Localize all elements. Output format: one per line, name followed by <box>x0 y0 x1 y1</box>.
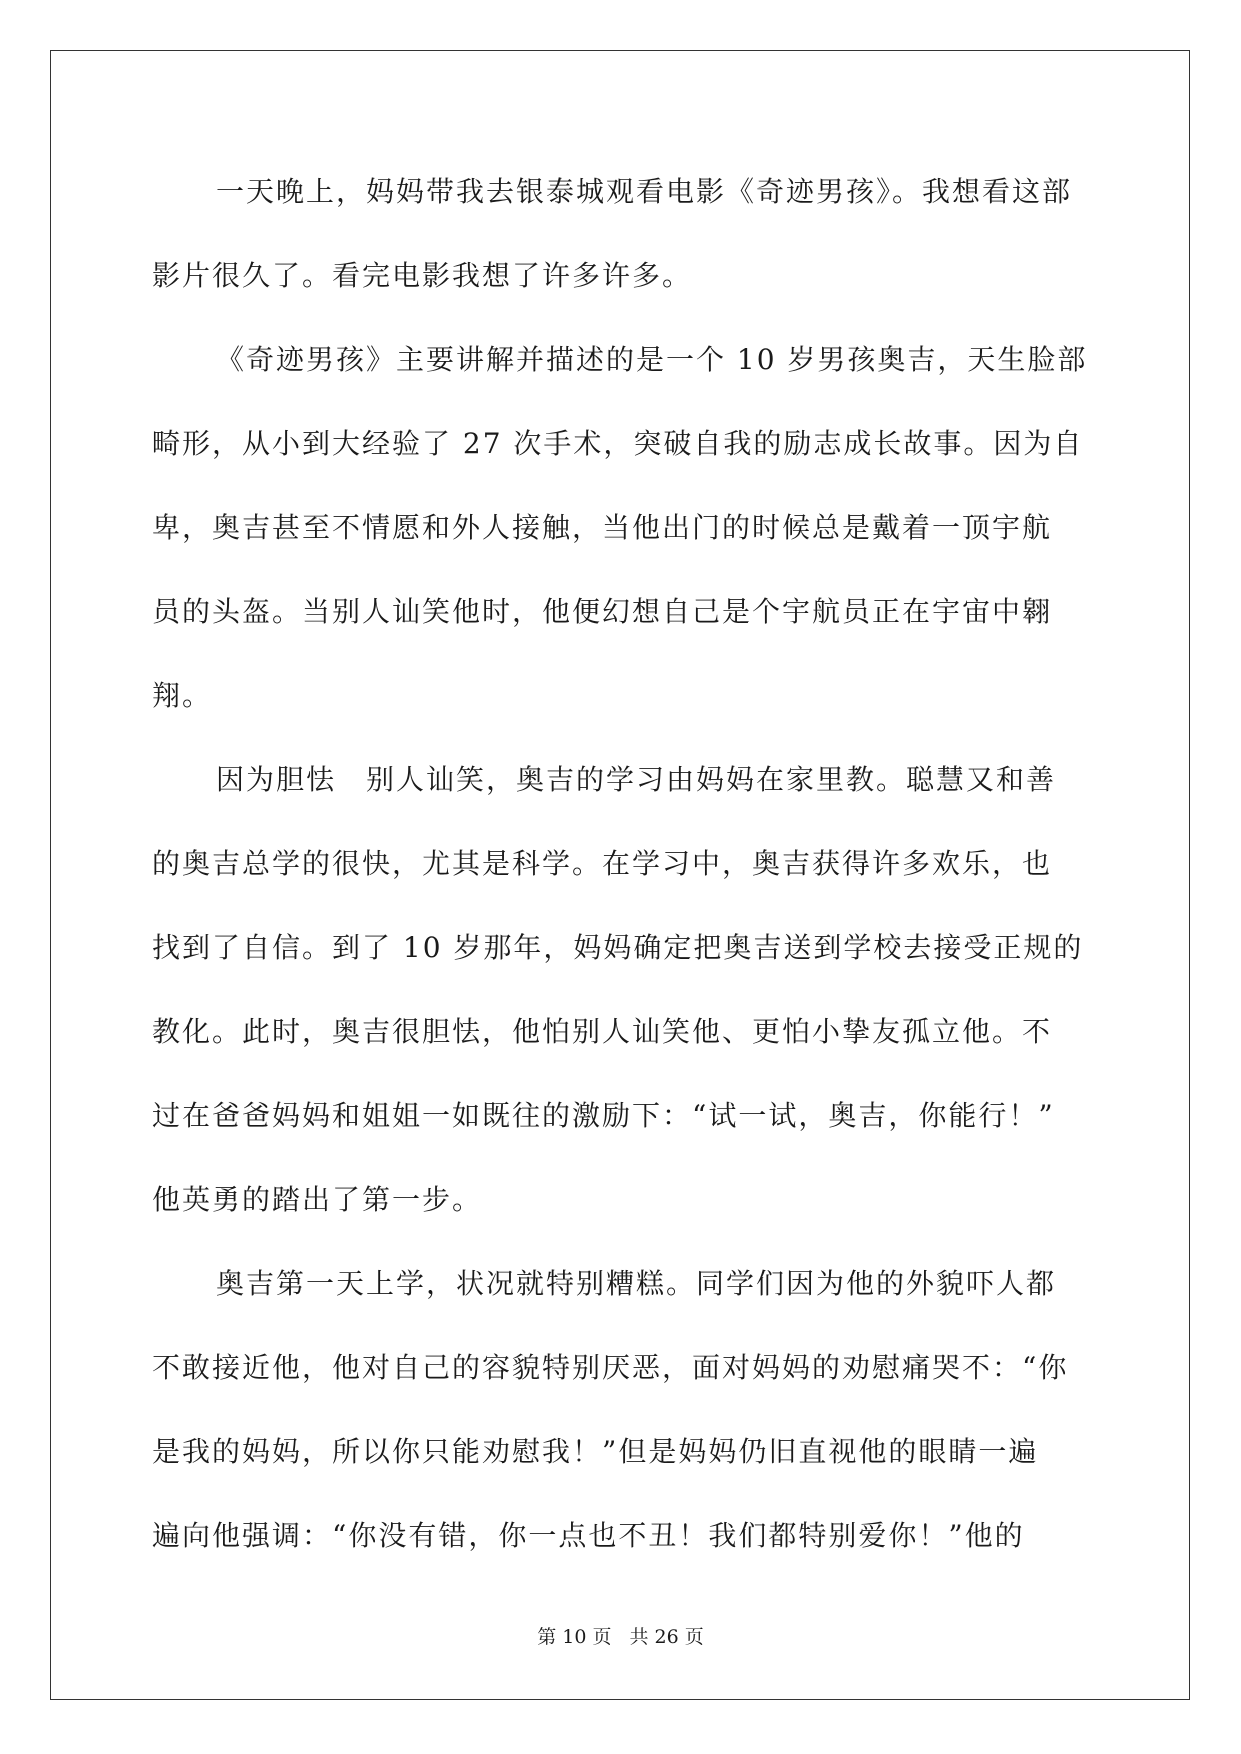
text-line: 找到了自信。到了 10 岁那年，妈妈确定把奥吉送到学校去接受正规的 <box>152 931 1084 964</box>
document-body <box>152 150 1092 1578</box>
text-line: 的奥吉总学的很快，尤其是科学。在学习中，奥吉获得许多欢乐，也 <box>152 847 1053 880</box>
text-line: 奥吉第一天上学，状况就特别糟糕。同学们因为他的外貌吓人都 <box>216 1267 1057 1300</box>
paragraph-4 <box>152 1242 1092 1578</box>
text-line: 是我的妈妈，所以你只能劝慰我！”但是妈妈仍旧直视他的眼睛一遍 <box>152 1435 1039 1468</box>
text-line: 遍向他强调：“你没有错，你一点也不丑！我们都特别爱你！”他的 <box>152 1519 1025 1552</box>
paragraph-2 <box>152 318 1092 738</box>
text-line: 不敢接近他，他对自己的容貌特别厌恶，面对妈妈的劝慰痛哭不：“你 <box>152 1351 1069 1384</box>
page-total: 共 26 页 <box>629 1626 704 1648</box>
text-line: 畸形，从小到大经验了 27 次手术，突破自我的励志成长故事。因为自 <box>152 427 1084 460</box>
paragraph-3 <box>152 738 1092 1242</box>
text-line: 员的头盔。当别人讪笑他时，他便幻想自己是个宇航员正在宇宙中翱 <box>152 595 1053 628</box>
page-footer <box>0 1622 1241 1649</box>
text-line: 影片很久了。看完电影我想了许多许多。 <box>152 259 693 292</box>
page-number: 第 10 页 <box>537 1626 612 1648</box>
text-line: 一天晚上，妈妈带我去银泰城观看电影《奇迹男孩》。我想看这部 <box>216 175 1073 208</box>
text-line: 卑，奥吉甚至不情愿和外人接触，当他出门的时候总是戴着一顶宇航 <box>152 511 1053 544</box>
text-line: 翔。 <box>152 679 213 712</box>
paragraph-1 <box>152 150 1092 318</box>
text-line: 过在爸爸妈妈和姐姐一如既往的激励下：“试一试，奥吉，你能行！” <box>152 1099 1055 1132</box>
text-line: 《奇迹男孩》主要讲解并描述的是一个 10 岁男孩奥吉，天生脸部 <box>216 343 1088 376</box>
text-line: 他英勇的踏出了第一步。 <box>152 1183 483 1216</box>
text-line: 教化。此时，奥吉很胆怯，他怕别人讪笑他、更怕小挚友孤立他。不 <box>152 1015 1053 1048</box>
text-line: 因为胆怯 别人讪笑，奥吉的学习由妈妈在家里教。聪慧又和善 <box>216 763 1057 796</box>
